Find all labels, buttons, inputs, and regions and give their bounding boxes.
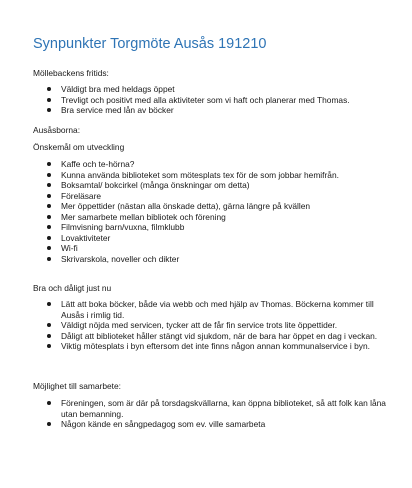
list-item: Trevligt och positivt med alla aktiviteter som vi haft och planerar med Thomas. (33, 95, 393, 106)
list-item: Filmvisning barn/vuxna, filmklubb (33, 222, 393, 233)
list-item: Väldigt bra med heldags öppet (33, 84, 393, 95)
section-heading-ausasborna: Ausåsborna: (33, 125, 81, 135)
section-heading-bra-och-daligt: Bra och dåligt just nu (33, 283, 112, 293)
list-item: Föreningen, som är där på torsdagskvällarna, kan öppna biblioteket, så att folk kan låna utan bemanning. (33, 398, 393, 419)
section-heading-mollebackens-fritids: Möllebackens fritids: (33, 68, 109, 78)
section-heading-onskemal: Önskemål om utveckling (33, 142, 125, 152)
list-onskemal (33, 159, 393, 264)
list-item: Wi-fi (33, 243, 393, 254)
page-title: Synpunkter Torgmöte Ausås 191210 (33, 36, 267, 52)
list-item: Lätt att boka böcker, både via webb och med hjälp av Thomas. Böckerna kommer till Ausås i rimlig tid. (33, 299, 393, 320)
list-item: Bra service med lån av böcker (33, 105, 393, 116)
list-item: Mer öppettider (nästan alla önskade detta), gärna längre på kvällen (33, 201, 393, 212)
list-item: Kaffe och te-hörna? (33, 159, 393, 170)
list-item: Någon kände en sångpedagog som ev. ville samarbeta (33, 419, 393, 430)
list-item: Skrivarskola, noveller och dikter (33, 254, 393, 265)
list-item: Boksamtal/ bokcirkel (många önskningar om detta) (33, 180, 393, 191)
section-heading-mojlighet-till-samarbete: Möjlighet till samarbete: (33, 381, 121, 391)
list-item: Kunna använda biblioteket som mötesplats tex för de som jobbar hemifrån. (33, 170, 393, 181)
list-item: Lovaktiviteter (33, 233, 393, 244)
list-bra-och-daligt (33, 299, 393, 352)
list-item: Väldigt nöjda med servicen, tycker att de får fin service trots lite öppettider. (33, 320, 393, 331)
list-item: Dåligt att biblioteket håller stängt vid sjukdom, när de bara har öppet en dag i veckan. (33, 331, 393, 342)
list-item: Mer samarbete mellan bibliotek och förening (33, 212, 393, 223)
list-item: Viktig mötesplats i byn eftersom det inte finns någon annan kommunalservice i byn. (33, 341, 393, 352)
list-mollebackens-fritids (33, 84, 393, 116)
list-mojlighet-till-samarbete (33, 398, 393, 430)
list-item: Föreläsare (33, 191, 393, 202)
